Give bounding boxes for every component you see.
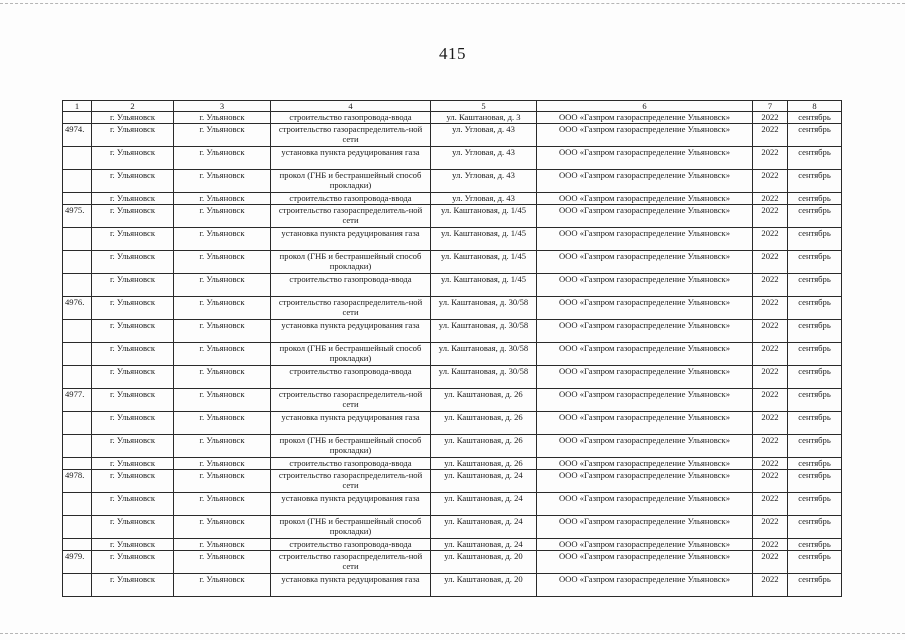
cell-organization: ООО «Газпром газораспределение Ульяновск» <box>537 539 753 551</box>
cell-municipality: г. Ульяновск <box>92 297 174 320</box>
cell-year: 2022 <box>753 516 788 539</box>
cell-organization: ООО «Газпром газораспределение Ульяновск» <box>537 251 753 274</box>
cell-settlement: г. Ульяновск <box>174 147 271 170</box>
cell-year: 2022 <box>753 551 788 574</box>
table-row <box>63 297 842 320</box>
cell-year: 2022 <box>753 228 788 251</box>
cell-work-type: прокол (ГНБ и бестраншейный способ прокладки) <box>271 251 431 274</box>
column-header-1: 1 <box>63 101 92 112</box>
cell-year: 2022 <box>753 251 788 274</box>
column-header-3: 3 <box>174 101 271 112</box>
column-header-4: 4 <box>271 101 431 112</box>
table-row <box>63 193 842 205</box>
cell-organization: ООО «Газпром газораспределение Ульяновск» <box>537 493 753 516</box>
cell-month: сентябрь <box>788 320 842 343</box>
cell-settlement: г. Ульяновск <box>174 366 271 389</box>
cell-settlement: г. Ульяновск <box>174 228 271 251</box>
cell-settlement: г. Ульяновск <box>174 516 271 539</box>
cell-organization: ООО «Газпром газораспределение Ульяновск» <box>537 170 753 193</box>
cell-address: ул. Каштановая, д. 26 <box>431 389 537 412</box>
cell-work-type: установка пункта редуцирования газа <box>271 228 431 251</box>
cell-work-type: установка пункта редуцирования газа <box>271 147 431 170</box>
cell-municipality: г. Ульяновск <box>92 389 174 412</box>
cell-municipality: г. Ульяновск <box>92 251 174 274</box>
cell-year: 2022 <box>753 412 788 435</box>
cell-work-type: строительство газопровода-ввода <box>271 112 431 124</box>
cell-month: сентябрь <box>788 124 842 147</box>
cell-address: ул. Каштановая, д. 20 <box>431 574 537 597</box>
table-row <box>63 493 842 516</box>
cell-organization: ООО «Газпром газораспределение Ульяновск» <box>537 112 753 124</box>
cell-month: сентябрь <box>788 251 842 274</box>
cell-address: ул. Каштановая, д. 1/45 <box>431 228 537 251</box>
table-row <box>63 574 842 597</box>
table-row <box>63 458 842 470</box>
cell-work-type: строительство газопровода-ввода <box>271 539 431 551</box>
table-row <box>63 343 842 366</box>
cell-municipality: г. Ульяновск <box>92 539 174 551</box>
cell-address: ул. Каштановая, д. 26 <box>431 412 537 435</box>
cell-month: сентябрь <box>788 297 842 320</box>
cell-year: 2022 <box>753 435 788 458</box>
column-header-8: 8 <box>788 101 842 112</box>
cell-organization: ООО «Газпром газораспределение Ульяновск» <box>537 124 753 147</box>
cell-organization: ООО «Газпром газораспределение Ульяновск» <box>537 366 753 389</box>
cell-row-number <box>63 366 92 389</box>
cell-address: ул. Каштановая, д. 20 <box>431 551 537 574</box>
cell-address: ул. Угловая, д. 43 <box>431 124 537 147</box>
cell-organization: ООО «Газпром газораспределение Ульяновск» <box>537 343 753 366</box>
cell-address: ул. Каштановая, д. 26 <box>431 458 537 470</box>
cell-municipality: г. Ульяновск <box>92 470 174 493</box>
cell-work-type: установка пункта редуцирования газа <box>271 412 431 435</box>
cell-month: сентябрь <box>788 458 842 470</box>
cell-row-number <box>63 574 92 597</box>
table-row <box>63 435 842 458</box>
cell-month: сентябрь <box>788 366 842 389</box>
cell-settlement: г. Ульяновск <box>174 297 271 320</box>
cell-month: сентябрь <box>788 412 842 435</box>
cell-work-type: строительство газораспределитель-ной сети <box>271 551 431 574</box>
table-row <box>63 228 842 251</box>
cell-row-number <box>63 493 92 516</box>
cell-settlement: г. Ульяновск <box>174 389 271 412</box>
cell-municipality: г. Ульяновск <box>92 205 174 228</box>
cell-organization: ООО «Газпром газораспределение Ульяновск» <box>537 458 753 470</box>
cell-work-type: прокол (ГНБ и бестраншейный способ прокладки) <box>271 516 431 539</box>
cell-work-type: строительство газораспределитель-ной сети <box>271 205 431 228</box>
cell-address: ул. Каштановая, д. 24 <box>431 470 537 493</box>
cell-settlement: г. Ульяновск <box>174 251 271 274</box>
cell-year: 2022 <box>753 574 788 597</box>
cell-settlement: г. Ульяновск <box>174 412 271 435</box>
table-row <box>63 170 842 193</box>
cell-settlement: г. Ульяновск <box>174 193 271 205</box>
cell-month: сентябрь <box>788 551 842 574</box>
cell-row-number <box>63 343 92 366</box>
column-header-6: 6 <box>537 101 753 112</box>
header-row <box>63 101 842 112</box>
cell-month: сентябрь <box>788 389 842 412</box>
cell-organization: ООО «Газпром газораспределение Ульяновск» <box>537 228 753 251</box>
cell-work-type: строительство газопровода-ввода <box>271 274 431 297</box>
cell-month: сентябрь <box>788 112 842 124</box>
cell-settlement: г. Ульяновск <box>174 493 271 516</box>
column-header-7: 7 <box>753 101 788 112</box>
cell-organization: ООО «Газпром газораспределение Ульяновск» <box>537 551 753 574</box>
cell-year: 2022 <box>753 539 788 551</box>
table-row <box>63 389 842 412</box>
cell-municipality: г. Ульяновск <box>92 493 174 516</box>
cell-organization: ООО «Газпром газораспределение Ульяновск» <box>537 470 753 493</box>
cell-municipality: г. Ульяновск <box>92 124 174 147</box>
cell-month: сентябрь <box>788 516 842 539</box>
cell-row-number: 4979. <box>63 551 92 574</box>
cell-municipality: г. Ульяновск <box>92 112 174 124</box>
cell-municipality: г. Ульяновск <box>92 147 174 170</box>
cell-work-type: установка пункта редуцирования газа <box>271 493 431 516</box>
table-row <box>63 147 842 170</box>
cell-organization: ООО «Газпром газораспределение Ульяновск» <box>537 193 753 205</box>
cell-year: 2022 <box>753 124 788 147</box>
cell-work-type: прокол (ГНБ и бестраншейный способ прокладки) <box>271 170 431 193</box>
cell-row-number: 4974. <box>63 124 92 147</box>
cell-month: сентябрь <box>788 343 842 366</box>
page-number: 415 <box>439 44 466 63</box>
cell-year: 2022 <box>753 274 788 297</box>
cell-address: ул. Каштановая, д. 24 <box>431 493 537 516</box>
cell-row-number <box>63 112 92 124</box>
cell-work-type: строительство газопровода-ввода <box>271 193 431 205</box>
cell-month: сентябрь <box>788 205 842 228</box>
cell-settlement: г. Ульяновск <box>174 458 271 470</box>
cell-settlement: г. Ульяновск <box>174 435 271 458</box>
cell-organization: ООО «Газпром газораспределение Ульяновск» <box>537 147 753 170</box>
cell-settlement: г. Ульяновск <box>174 205 271 228</box>
cell-row-number <box>63 412 92 435</box>
table-row <box>63 320 842 343</box>
table-row <box>63 366 842 389</box>
cell-work-type: установка пункта редуцирования газа <box>271 320 431 343</box>
cell-settlement: г. Ульяновск <box>174 112 271 124</box>
table-row <box>63 124 842 147</box>
cell-year: 2022 <box>753 193 788 205</box>
cell-address: ул. Каштановая, д. 30/58 <box>431 297 537 320</box>
cell-organization: ООО «Газпром газораспределение Ульяновск» <box>537 516 753 539</box>
cell-address: ул. Каштановая, д. 30/58 <box>431 320 537 343</box>
cell-row-number: 4977. <box>63 389 92 412</box>
cell-municipality: г. Ульяновск <box>92 551 174 574</box>
table-row <box>63 551 842 574</box>
cell-row-number <box>63 516 92 539</box>
cell-municipality: г. Ульяновск <box>92 343 174 366</box>
table-row <box>63 112 842 124</box>
cell-row-number: 4976. <box>63 297 92 320</box>
cell-year: 2022 <box>753 389 788 412</box>
cell-month: сентябрь <box>788 435 842 458</box>
cell-address: ул. Каштановая, д. 30/58 <box>431 343 537 366</box>
cell-year: 2022 <box>753 320 788 343</box>
cell-row-number <box>63 435 92 458</box>
cell-organization: ООО «Газпром газораспределение Ульяновск» <box>537 574 753 597</box>
cell-row-number <box>63 539 92 551</box>
table-row <box>63 205 842 228</box>
cell-municipality: г. Ульяновск <box>92 320 174 343</box>
cell-month: сентябрь <box>788 147 842 170</box>
cell-row-number <box>63 320 92 343</box>
cell-work-type: строительство газопровода-ввода <box>271 366 431 389</box>
table-row <box>63 251 842 274</box>
cell-organization: ООО «Газпром газораспределение Ульяновск» <box>537 205 753 228</box>
cell-address: ул. Каштановая, д. 1/45 <box>431 205 537 228</box>
cell-year: 2022 <box>753 458 788 470</box>
cell-month: сентябрь <box>788 274 842 297</box>
cell-year: 2022 <box>753 470 788 493</box>
cell-settlement: г. Ульяновск <box>174 551 271 574</box>
table-row <box>63 412 842 435</box>
cell-year: 2022 <box>753 297 788 320</box>
cell-work-type: прокол (ГНБ и бестраншейный способ прокладки) <box>271 435 431 458</box>
cell-row-number <box>63 170 92 193</box>
cell-settlement: г. Ульяновск <box>174 274 271 297</box>
cell-organization: ООО «Газпром газораспределение Ульяновск» <box>537 297 753 320</box>
table-row <box>63 539 842 551</box>
cell-municipality: г. Ульяновск <box>92 170 174 193</box>
cell-work-type: строительство газораспределитель-ной сети <box>271 124 431 147</box>
cell-organization: ООО «Газпром газораспределение Ульяновск» <box>537 412 753 435</box>
cell-month: сентябрь <box>788 539 842 551</box>
cell-year: 2022 <box>753 343 788 366</box>
cell-row-number <box>63 147 92 170</box>
cell-year: 2022 <box>753 170 788 193</box>
cell-municipality: г. Ульяновск <box>92 435 174 458</box>
cell-organization: ООО «Газпром газораспределение Ульяновск» <box>537 435 753 458</box>
cell-municipality: г. Ульяновск <box>92 274 174 297</box>
cell-year: 2022 <box>753 205 788 228</box>
cell-row-number <box>63 228 92 251</box>
cell-address: ул. Угловая, д. 43 <box>431 147 537 170</box>
cell-settlement: г. Ульяновск <box>174 574 271 597</box>
column-header-2: 2 <box>92 101 174 112</box>
scan-edge-bottom <box>0 633 905 635</box>
cell-month: сентябрь <box>788 193 842 205</box>
table-row <box>63 274 842 297</box>
cell-settlement: г. Ульяновск <box>174 539 271 551</box>
cell-work-type: строительство газопровода-ввода <box>271 458 431 470</box>
cell-row-number <box>63 251 92 274</box>
cell-work-type: строительство газораспределитель-ной сети <box>271 297 431 320</box>
cell-year: 2022 <box>753 147 788 170</box>
scan-edge-top <box>0 3 905 5</box>
cell-municipality: г. Ульяновск <box>92 574 174 597</box>
cell-row-number: 4975. <box>63 205 92 228</box>
cell-work-type: прокол (ГНБ и бестраншейный способ прокладки) <box>271 343 431 366</box>
cell-address: ул. Каштановая, д. 24 <box>431 516 537 539</box>
cell-municipality: г. Ульяновск <box>92 193 174 205</box>
cell-settlement: г. Ульяновск <box>174 124 271 147</box>
cell-address: ул. Каштановая, д. 24 <box>431 539 537 551</box>
cell-row-number <box>63 458 92 470</box>
cell-address: ул. Угловая, д. 43 <box>431 193 537 205</box>
cell-month: сентябрь <box>788 493 842 516</box>
cell-row-number <box>63 193 92 205</box>
cell-municipality: г. Ульяновск <box>92 516 174 539</box>
column-header-5: 5 <box>431 101 537 112</box>
cell-row-number <box>63 274 92 297</box>
cell-organization: ООО «Газпром газораспределение Ульяновск» <box>537 389 753 412</box>
cell-year: 2022 <box>753 493 788 516</box>
register-table <box>62 100 842 597</box>
cell-municipality: г. Ульяновск <box>92 366 174 389</box>
cell-address: ул. Каштановая, д. 26 <box>431 435 537 458</box>
cell-settlement: г. Ульяновск <box>174 320 271 343</box>
cell-address: ул. Каштановая, д. 1/45 <box>431 251 537 274</box>
cell-address: ул. Каштановая, д. 1/45 <box>431 274 537 297</box>
cell-settlement: г. Ульяновск <box>174 343 271 366</box>
cell-work-type: строительство газораспределитель-ной сети <box>271 389 431 412</box>
cell-work-type: строительство газораспределитель-ной сети <box>271 470 431 493</box>
cell-year: 2022 <box>753 366 788 389</box>
cell-municipality: г. Ульяновск <box>92 228 174 251</box>
cell-month: сентябрь <box>788 228 842 251</box>
cell-month: сентябрь <box>788 574 842 597</box>
cell-address: ул. Каштановая, д. 30/58 <box>431 366 537 389</box>
cell-address: ул. Каштановая, д. 3 <box>431 112 537 124</box>
cell-municipality: г. Ульяновск <box>92 458 174 470</box>
cell-municipality: г. Ульяновск <box>92 412 174 435</box>
cell-address: ул. Угловая, д. 43 <box>431 170 537 193</box>
table-row <box>63 470 842 493</box>
cell-month: сентябрь <box>788 170 842 193</box>
table-row <box>63 516 842 539</box>
table-body <box>63 112 842 597</box>
cell-work-type: установка пункта редуцирования газа <box>271 574 431 597</box>
cell-month: сентябрь <box>788 470 842 493</box>
cell-settlement: г. Ульяновск <box>174 470 271 493</box>
cell-organization: ООО «Газпром газораспределение Ульяновск» <box>537 274 753 297</box>
cell-year: 2022 <box>753 112 788 124</box>
cell-organization: ООО «Газпром газораспределение Ульяновск» <box>537 320 753 343</box>
cell-row-number: 4978. <box>63 470 92 493</box>
cell-settlement: г. Ульяновск <box>174 170 271 193</box>
